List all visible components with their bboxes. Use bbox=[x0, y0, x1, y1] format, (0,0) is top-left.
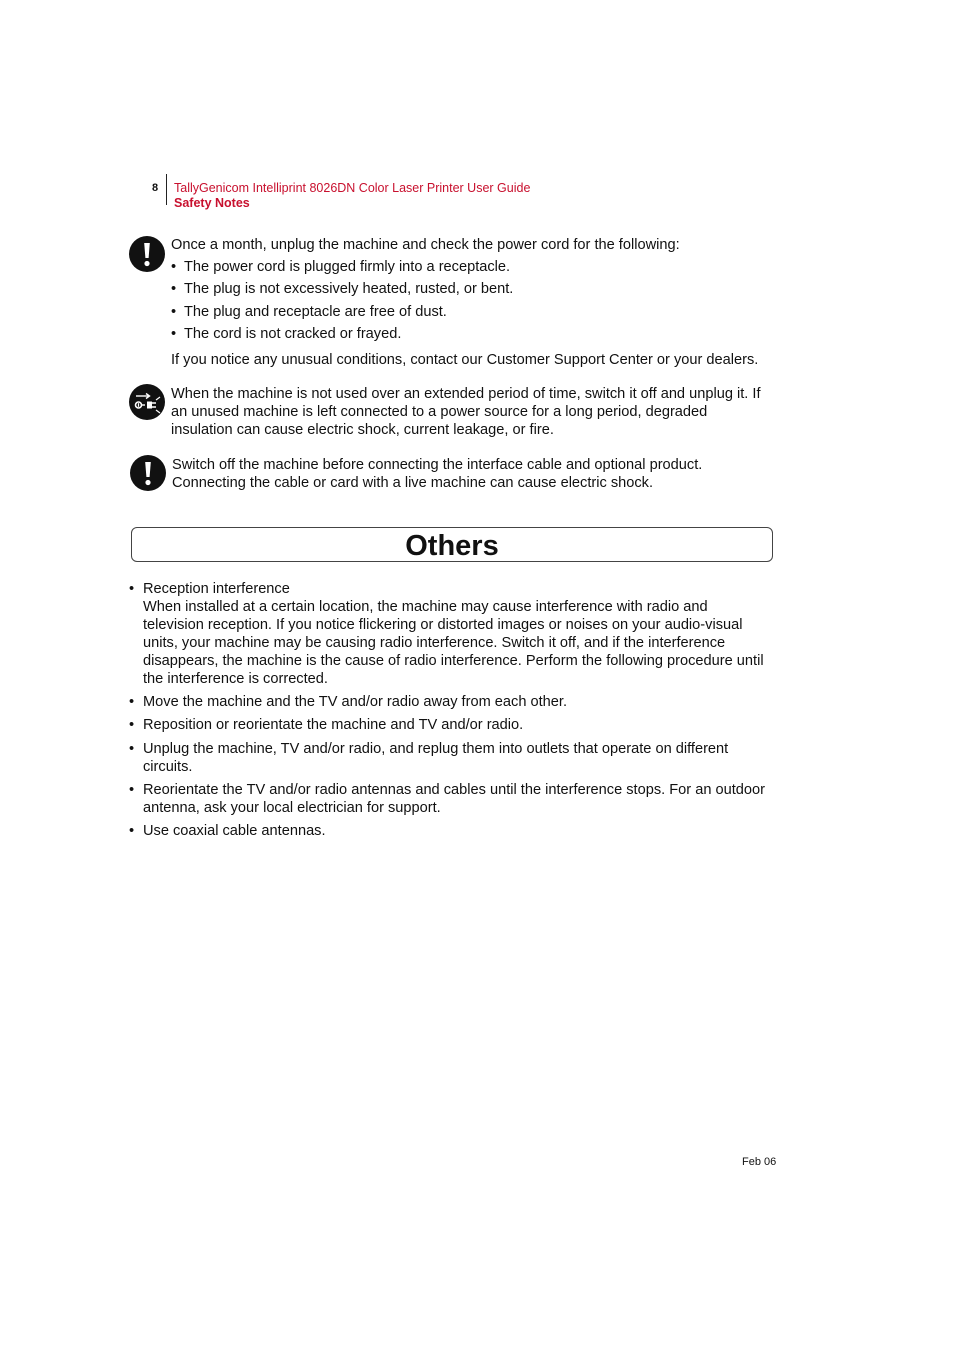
text-line: Switch off the machine before connecting the interface cable and optional product. bbox=[172, 457, 703, 473]
text-line: • Move the machine and the TV and/or radio away from each other. bbox=[143, 693, 568, 710]
others-list bbox=[129, 581, 779, 847]
list-item bbox=[129, 823, 779, 841]
others-heading: Others bbox=[405, 530, 499, 562]
list-item: • The cord is not cracked or frayed. bbox=[171, 325, 513, 347]
footer-date: Feb 06 bbox=[742, 1156, 777, 1168]
text-line: Connecting the cable or card with a live machine can cause electric shock. bbox=[172, 475, 654, 491]
text-line: When the machine is not used over an extended period of time, switch it off and unplug it. If bbox=[171, 386, 761, 402]
text-line: antenna, ask your local electrician for support. bbox=[143, 799, 441, 816]
text-line: • Reposition or reorientate the machine and TV and/or radio. bbox=[143, 717, 524, 734]
text-line: • Use coaxial cable antennas. bbox=[143, 823, 326, 840]
text-line: insulation can cause electric shock, current leakage, or fire. bbox=[171, 422, 554, 438]
document-title: TallyGenicom Intelliprint 8026DN Color Laser Printer User Guide bbox=[174, 181, 531, 195]
text-line: the interference is corrected. bbox=[143, 670, 328, 687]
header-divider bbox=[166, 174, 167, 205]
warning-1-list bbox=[171, 258, 513, 347]
list-item: • The plug is not excessively heated, rusted, or bent. bbox=[171, 280, 513, 302]
section-title: Safety Notes bbox=[174, 196, 250, 210]
list-item: • The power cord is plugged firmly into a receptacle. bbox=[171, 258, 513, 280]
text-line: units, your machine may be causing radio interference. Switch it off, and if the interference bbox=[143, 634, 726, 651]
list-item bbox=[129, 782, 779, 818]
text-line: television reception. If you notice flickering or distorted images or noises on your audio-visual bbox=[143, 616, 743, 633]
warning-1-outro: If you notice any unusual conditions, contact our Customer Support Center or your dealers. bbox=[171, 352, 759, 368]
text-line: circuits. bbox=[143, 758, 193, 775]
list-item bbox=[129, 741, 779, 777]
others-banner bbox=[131, 527, 773, 562]
unplug-icon bbox=[129, 384, 165, 420]
text-line: When installed at a certain location, the machine may cause interference with radio and bbox=[143, 598, 708, 615]
list-item bbox=[129, 581, 779, 688]
warning-3-text bbox=[172, 456, 702, 492]
warning-2-text bbox=[171, 385, 761, 439]
text-line: • Reception interference bbox=[143, 581, 290, 597]
list-item bbox=[129, 694, 779, 712]
exclamation-icon bbox=[130, 455, 166, 491]
text-line: • Unplug the machine, TV and/or radio, and replug them into outlets that operate on different bbox=[143, 740, 729, 757]
exclamation-icon bbox=[129, 236, 165, 272]
warning-1-intro: Once a month, unplug the machine and check the power cord for the following: bbox=[171, 237, 680, 253]
text-line: • Reorientate the TV and/or radio antennas and cables until the interference stops. For an outdoor bbox=[143, 782, 765, 799]
text-line: disappears, the machine is the cause of radio interference. Perform the following procedure until bbox=[143, 652, 764, 669]
list-item: • The plug and receptacle are free of dust. bbox=[171, 303, 513, 325]
text-line: an unused machine is left connected to a power source for a long period, degraded bbox=[171, 404, 708, 420]
page-number: 8 bbox=[152, 182, 159, 194]
list-item bbox=[129, 717, 779, 735]
